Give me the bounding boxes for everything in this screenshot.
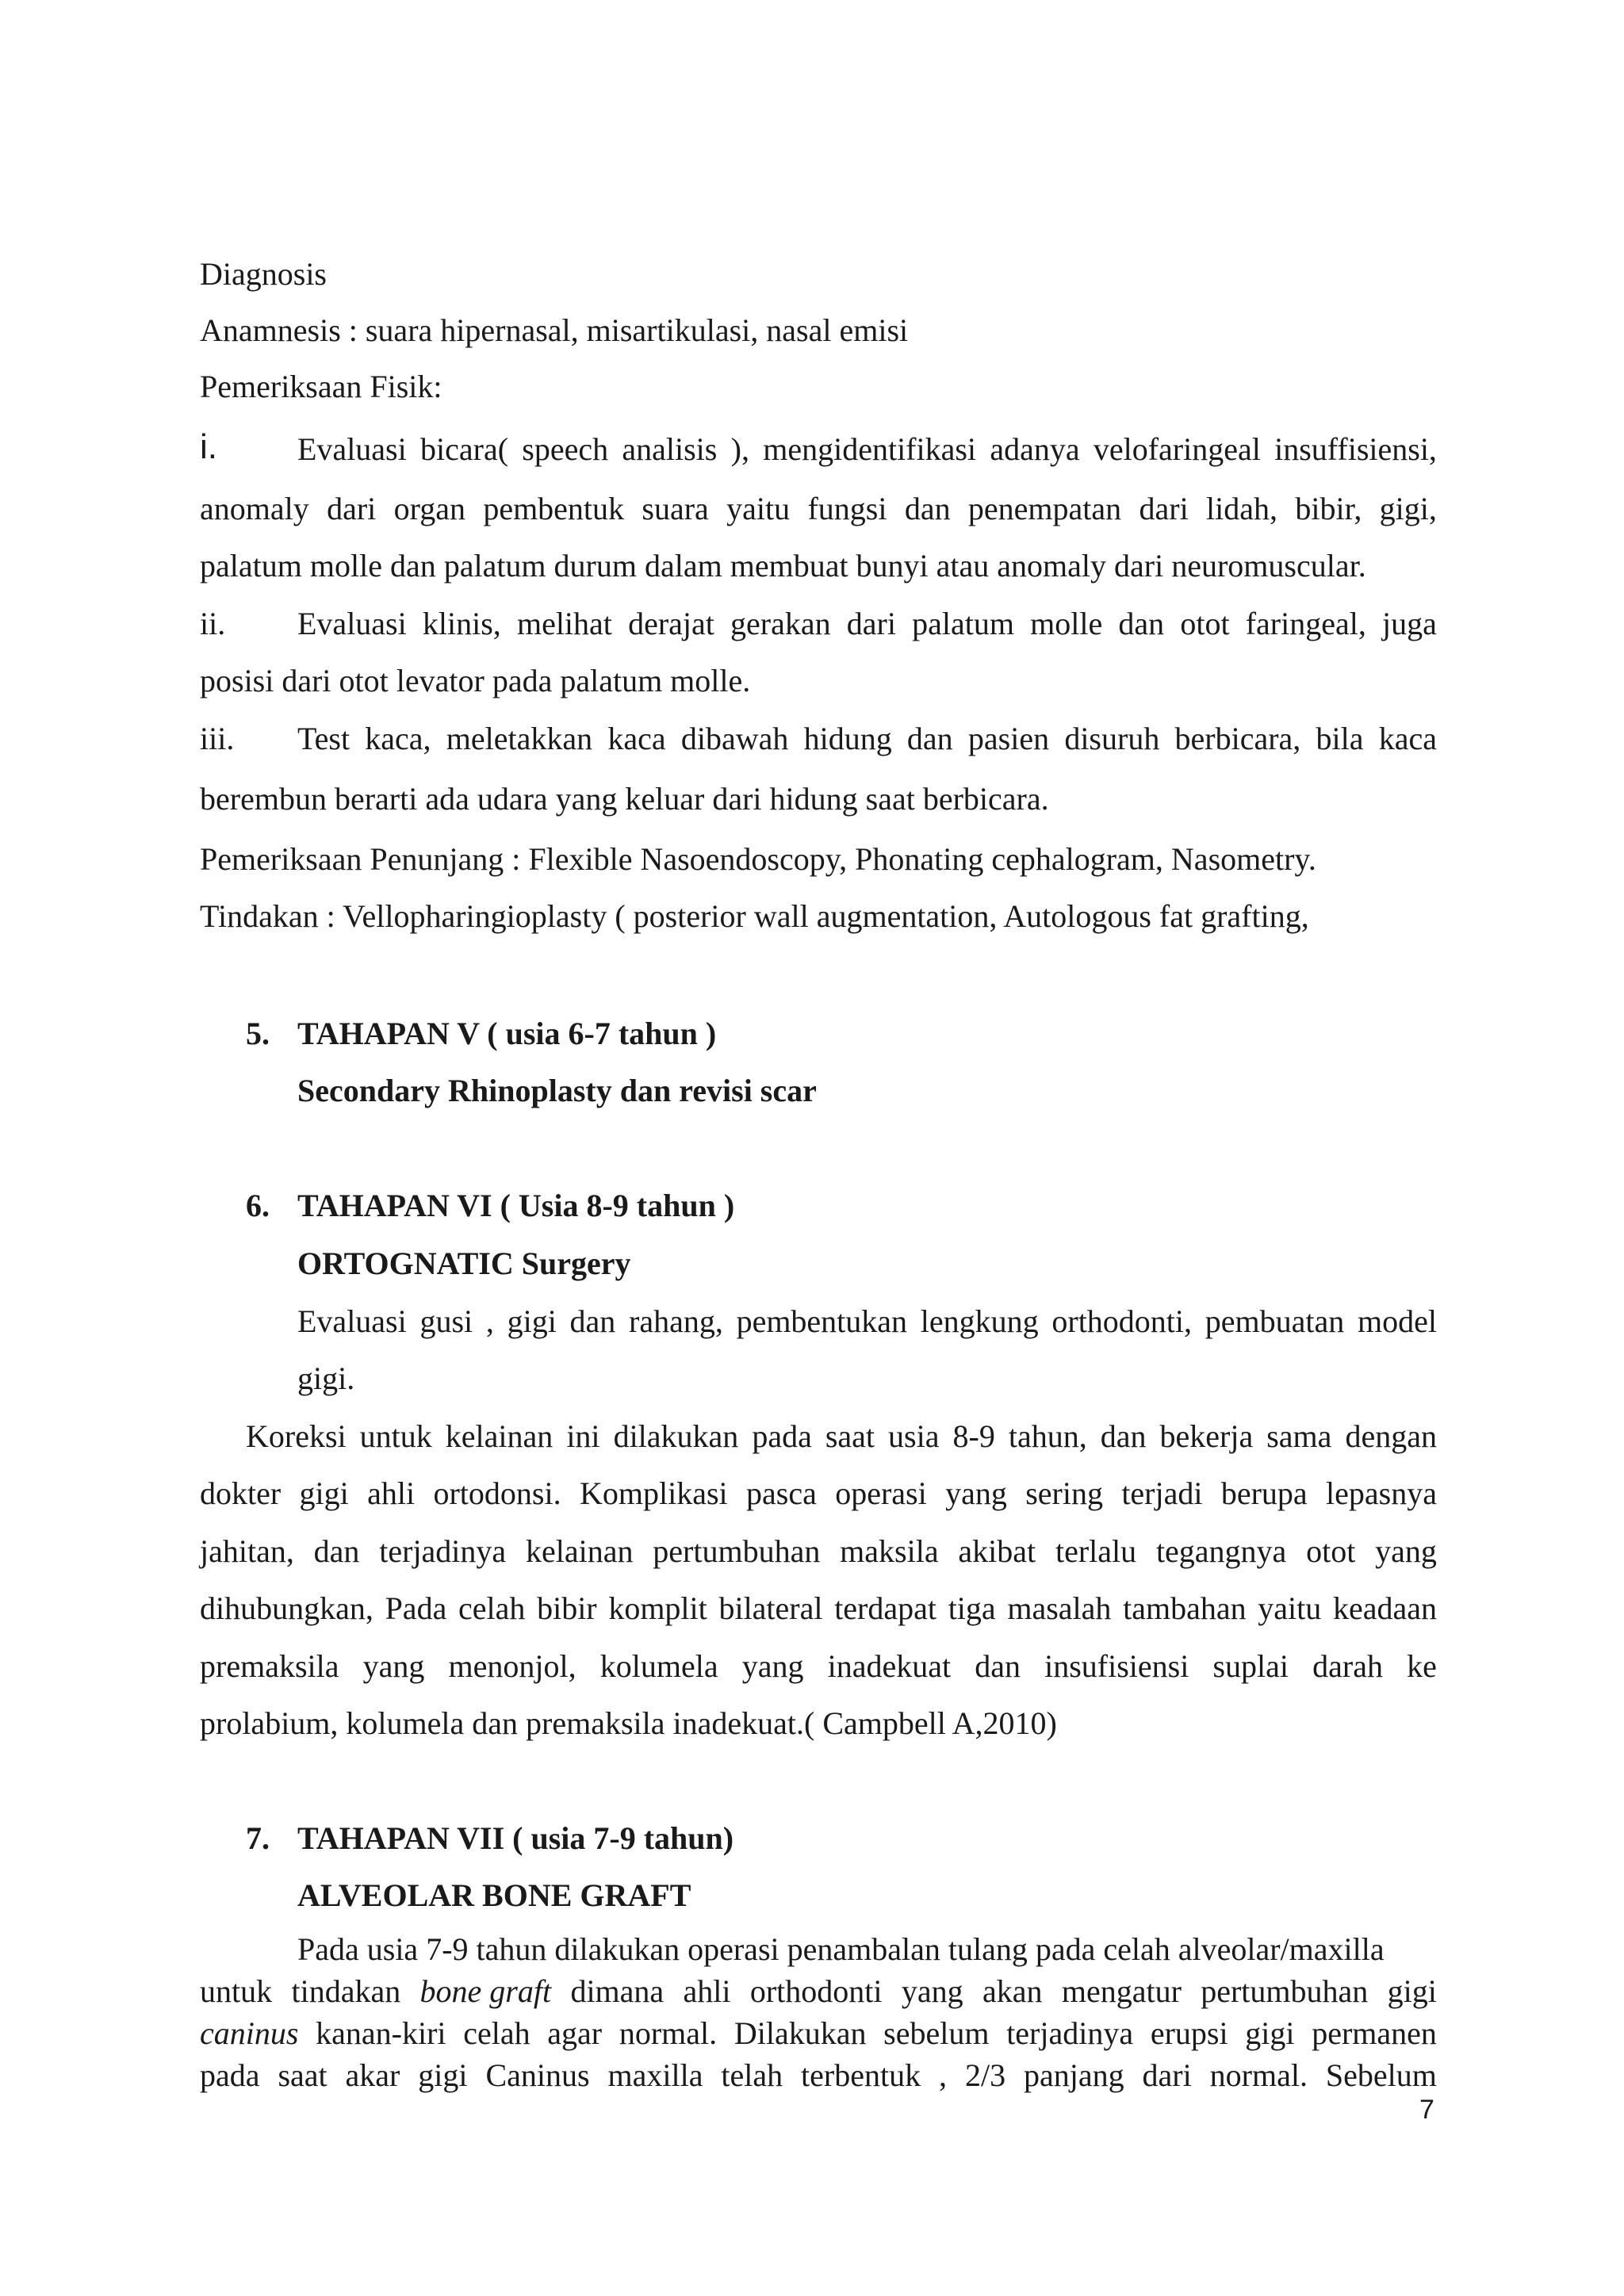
word: juga [1382,606,1437,641]
section-6-desc-line-1 [297,1303,1437,1341]
word: adanya [990,431,1080,467]
word: tambahan [1123,1590,1247,1626]
section-6-desc-line-2: gigi. [297,1360,355,1396]
word: pasien [967,721,1050,756]
word: akibat [958,1533,1036,1569]
word: bibir, [1295,491,1362,526]
word: pasca [746,1475,817,1511]
word: yang [362,1648,425,1684]
word: model [1357,1303,1437,1339]
word: gigi [1387,1973,1437,2009]
word: gigi [299,1475,349,1511]
word: dan [975,1648,1021,1684]
section-7-title: TAHAPAN VII ( usia 7-9 tahun) [297,1820,734,1856]
word: klinis, [422,606,501,641]
word: lidah, [1206,491,1278,526]
word: darah [1312,1648,1383,1684]
word: ortodonsi. [433,1475,561,1511]
word: tahun, [1008,1418,1087,1454]
word: pembentukan [736,1303,908,1339]
word: sebelum [883,2015,990,2051]
word: pembentuk [483,491,625,526]
section-6-para-line-2 [200,1475,1437,1513]
word: agar [547,2015,603,2051]
item-iii-line-1 [297,720,1437,758]
word: faringeal, [1245,606,1366,641]
word: suara [642,491,709,526]
item-i-line-2 [200,490,1437,528]
word: lepasnya [1326,1475,1437,1511]
section-5-number: 5. [246,1016,270,1051]
word: dari [1142,2057,1192,2093]
word: terlalu [1055,1533,1137,1569]
word: gerakan [730,606,831,641]
word: dengan [1345,1418,1437,1454]
word: dibawah [680,721,789,756]
tindakan-line: Tindakan : Vellopharingioplasty ( posterior wall augmentation, Autologous fat grafting, [200,898,1309,934]
word: Evaluasi [297,606,407,641]
word: kelainan [525,1533,634,1569]
anamnesis-line: Anamnesis : suara hipernasal, misartikulasi, nasal emisi [200,312,909,348]
word: gigi [1245,2015,1295,2051]
word: fungsi [807,491,887,526]
word: kaca [607,721,666,756]
word: jahitan, [200,1533,294,1569]
word: yang [741,1648,804,1684]
word: pertumbuhan [1201,1973,1369,2009]
section-6-number: 6. [246,1188,270,1223]
word: usia [888,1418,940,1454]
word: ahli [683,1973,731,2009]
word: analisis [622,431,718,467]
word: bibir [537,1590,597,1626]
word: disuruh [1064,721,1160,756]
word: dan [904,491,951,526]
section-6-para-line-6: prolabium, kolumela dan premaksila inadekuat.( Campbell A,2010) [200,1705,1057,1741]
word: kanan-kiri [316,2015,446,2051]
word: speech [522,431,609,467]
word: komplit [608,1590,707,1626]
list-marker-iii: iii. [200,721,235,756]
page-number: 7 [1419,2095,1434,2125]
word: kolumela [599,1648,718,1684]
word: yang [1375,1533,1437,1569]
word: permanen [1312,2015,1437,2051]
word: akan [982,1973,1043,2009]
word: rahang, [629,1303,723,1339]
word: saat [278,2057,327,2093]
word: gigi, [1379,491,1437,526]
word: masalah [1007,1590,1112,1626]
section-7-para-line-2 [200,1973,1437,2011]
section-6-para-line-1 [246,1418,1437,1456]
word: Caninus [485,2057,590,2093]
word: pertumbuhan [653,1533,821,1569]
word: tiga [948,1590,996,1626]
section-5-title: TAHAPAN V ( usia 6-7 tahun ) [297,1016,717,1051]
word: Pada [385,1590,447,1626]
section-6-title: TAHAPAN VI ( Usia 8-9 tahun ) [297,1188,735,1223]
word: dan [1100,1418,1147,1454]
word: Koreksi [246,1418,347,1454]
item-iii-line-2: berembun berarti ada udara yang keluar dari hidung saat berbicara. [200,781,1049,817]
word: normal. [1209,2057,1308,2093]
word: 2/3 [964,2057,1006,2093]
word: pembuatan [1205,1303,1345,1339]
word: premaksila [200,1648,339,1684]
word: terjadinya [1006,2015,1134,2051]
word: dari [846,606,896,641]
word: bekerja [1159,1418,1254,1454]
section-7-para-line-1-text: Pada usia 7-9 tahun dilakukan operasi penambalan tulang pada celah alveolar/maxilla [297,1931,1385,1967]
word: sering [1025,1475,1103,1511]
word: mengidentifikasi [763,431,977,467]
word: inadekuat [827,1648,952,1684]
section-7-subtitle: ALVEOLAR BONE GRAFT [297,1877,691,1913]
section-7-number: 7. [246,1820,270,1856]
word: Evaluasi [297,431,407,467]
section-7-para-line-3 [200,2015,1437,2053]
section-6-para-line-4 [200,1590,1437,1628]
word: , [939,2057,948,2093]
word: lengkung [920,1303,1039,1339]
word: Dilakukan [733,2015,867,2051]
section-6-subtitle: ORTOGNATIC Surgery [297,1246,631,1281]
word: kaca, [365,721,431,756]
word: meletakkan [446,721,593,756]
word: yaitu [1258,1590,1322,1626]
word: otot [1180,606,1230,641]
word: akar [345,2057,400,2093]
section-6-para-line-3 [200,1533,1437,1571]
word: telah [721,2057,783,2093]
word: berupa [1220,1475,1308,1511]
word: panjang [1024,2057,1124,2093]
diagnosis-heading: Diagnosis [200,256,327,292]
word: ke [1407,1648,1437,1684]
word: terdapat [834,1590,936,1626]
word: menonjol, [448,1648,576,1684]
word: yang [901,1973,963,2009]
word: untuk [359,1418,432,1454]
word: hidung [803,721,892,756]
word: dan [313,1533,360,1569]
word: ini [566,1418,600,1454]
word: orthodonti [749,1973,883,2009]
word: dan [906,721,953,756]
word: terbentuk [801,2057,921,2093]
word: celah [458,1590,526,1626]
word: pada [752,1418,812,1454]
word: Test [297,721,350,756]
word: bilateral [718,1590,823,1626]
section-7-para-line-4 [200,2057,1437,2095]
word: dokter [200,1475,282,1511]
word: gigi [507,1303,557,1339]
word: yang [945,1475,1007,1511]
word: Sebelum [1325,2057,1437,2093]
word: dimana [570,1973,665,2009]
word: Komplikasi [579,1475,728,1511]
section-6-para-line-5 [200,1647,1437,1686]
word: sama [1266,1418,1332,1454]
word: keadaan [1332,1590,1437,1626]
word: dan [569,1303,616,1339]
word: terjadi [1121,1475,1203,1511]
word: maksila [840,1533,939,1569]
word: dilakukan [613,1418,739,1454]
word: pada [200,2057,260,2093]
word: tindakan [291,1973,401,2009]
word: dari [1139,491,1189,526]
caninus-italic: caninus [200,2015,299,2051]
word: otot [1306,1533,1356,1569]
word: molle [1030,606,1103,641]
pemeriksaan-fisik-label: Pemeriksaan Fisik: [200,369,442,404]
word: berbicara, [1174,721,1301,756]
word: bila [1316,721,1364,756]
word: ), [730,431,749,467]
pemeriksaan-penunjang-line: Pemeriksaan Penunjang : Flexible Nasoendoscopy, Phonating cephalogram, Nasometry. [200,841,1316,877]
word: normal. [619,2015,718,2051]
word: dihubungkan, [200,1590,373,1626]
word: insuffisiensi, [1274,431,1437,467]
word: terjadinya [379,1533,507,1569]
word: bicara( [420,431,509,467]
word: saat [825,1418,875,1454]
word: dan [1118,606,1165,641]
word: 8-9 [952,1418,995,1454]
item-ii-line-1 [297,605,1437,643]
word: palatum [912,606,1014,641]
word: gusi [419,1303,473,1339]
word: operasi [835,1475,927,1511]
word: kelainan [445,1418,553,1454]
word: orthodonti, [1051,1303,1193,1339]
word: penempatan [967,491,1122,526]
section-5-subtitle: Secondary Rhinoplasty dan revisi scar [297,1073,817,1108]
section-7-para-line-1 [297,1931,1437,1969]
word: melihat [516,606,612,641]
word: erupsi [1150,2015,1228,2051]
word: suplai [1212,1648,1289,1684]
word: gigi [418,2057,468,2093]
word: mengatur [1061,1973,1182,2009]
item-ii-line-2: posisi dari otot levator pada palatum molle. [200,663,751,698]
word: , [485,1303,494,1339]
word: velofaringeal [1093,431,1261,467]
word: dari [327,491,377,526]
word: tegangnya [1155,1533,1287,1569]
bone-graft-italic: bone graft [419,1973,552,2009]
word: untuk [200,1973,273,2009]
word: celah [463,2015,530,2051]
word: derajat [628,606,714,641]
word: maxilla [607,2057,703,2093]
word: organ [393,491,465,526]
list-marker-i: i. [200,427,217,466]
word: ahli [367,1475,416,1511]
list-marker-ii: ii. [200,606,226,641]
item-i-line-3: palatum molle dan palatum durum dalam membuat bunyi atau anomaly dari neuromuscular. [200,548,1366,584]
word: anomaly [200,491,309,526]
item-i-line-1 [297,430,1437,469]
word: insufisiensi [1044,1648,1189,1684]
word: kaca [1378,721,1437,756]
word: yaitu [726,491,791,526]
word: Evaluasi [297,1303,407,1339]
